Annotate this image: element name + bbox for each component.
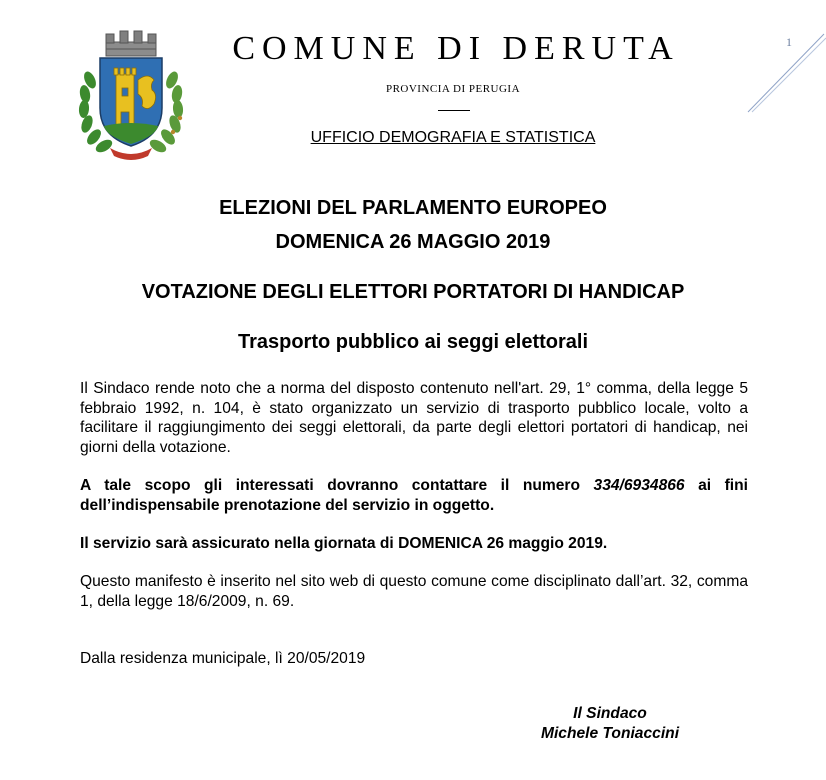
notice-paragraph-2 bbox=[80, 476, 748, 515]
crown-icon bbox=[106, 31, 156, 56]
notice-title-line-3: VOTAZIONE DEGLI ELETTORI PORTATORI DI HANDICAP bbox=[141, 281, 685, 303]
corner-decoration-icon bbox=[744, 32, 826, 114]
office-name: UFFICIO DEMOGRAFIA E STATISTICA bbox=[310, 129, 596, 146]
page-number: 1 bbox=[786, 35, 792, 49]
signature-name: Michele Toniaccini bbox=[540, 725, 680, 742]
paragraph-2-text-before: A tale scopo gli interessati dovranno contattare il numero bbox=[80, 477, 594, 494]
notice-title-line-2: DOMENICA 26 MAGGIO 2019 bbox=[275, 231, 551, 253]
ribbon bbox=[110, 148, 152, 160]
tower-icon bbox=[114, 68, 136, 126]
notice-title-line-1: ELEZIONI DEL PARLAMENTO EUROPEO bbox=[219, 197, 607, 219]
header-divider bbox=[438, 110, 470, 111]
notice-paragraph-3: Il servizio sarà assicurato nella giornata di DOMENICA 26 maggio 2019. bbox=[80, 535, 608, 552]
reservation-phone-number: 334/6934866 bbox=[593, 477, 685, 494]
notice-subtitle: Trasporto pubblico ai seggi elettorali bbox=[237, 331, 589, 353]
place-and-date: Dalla residenza municipale, lì 20/05/2019 bbox=[80, 650, 366, 667]
province-label: PROVINCIA DI PERUGIA bbox=[385, 83, 521, 95]
signature-role: Il Sindaco bbox=[573, 705, 647, 722]
municipal-crest-icon bbox=[76, 28, 186, 162]
paragraph-2-text-after: ai fini dell’indispensabile prenotazione del servizio in oggetto. bbox=[80, 477, 748, 514]
notice-paragraph-1: Il Sindaco rende noto che a norma del disposto contenuto nell'art. 29, 1° comma, della legge 5 febbraio 1992, n. 104, è stato organizzato un servizio di trasporto pubblico locale, volto a facilitare il raggiungimento dei seggi elettorali, da parte degli elettori portatori di handicap, nei giorni della votazione. bbox=[80, 380, 748, 456]
notice-paragraph-4: Questo manifesto è inserito nel sito web di questo comune come disciplinato dall’art. 32, comma 1, della legge 18/6/2009, n. 69. bbox=[80, 573, 748, 610]
shield-ground bbox=[104, 123, 158, 144]
municipality-title: COMUNE DI DERUTA bbox=[232, 30, 680, 67]
